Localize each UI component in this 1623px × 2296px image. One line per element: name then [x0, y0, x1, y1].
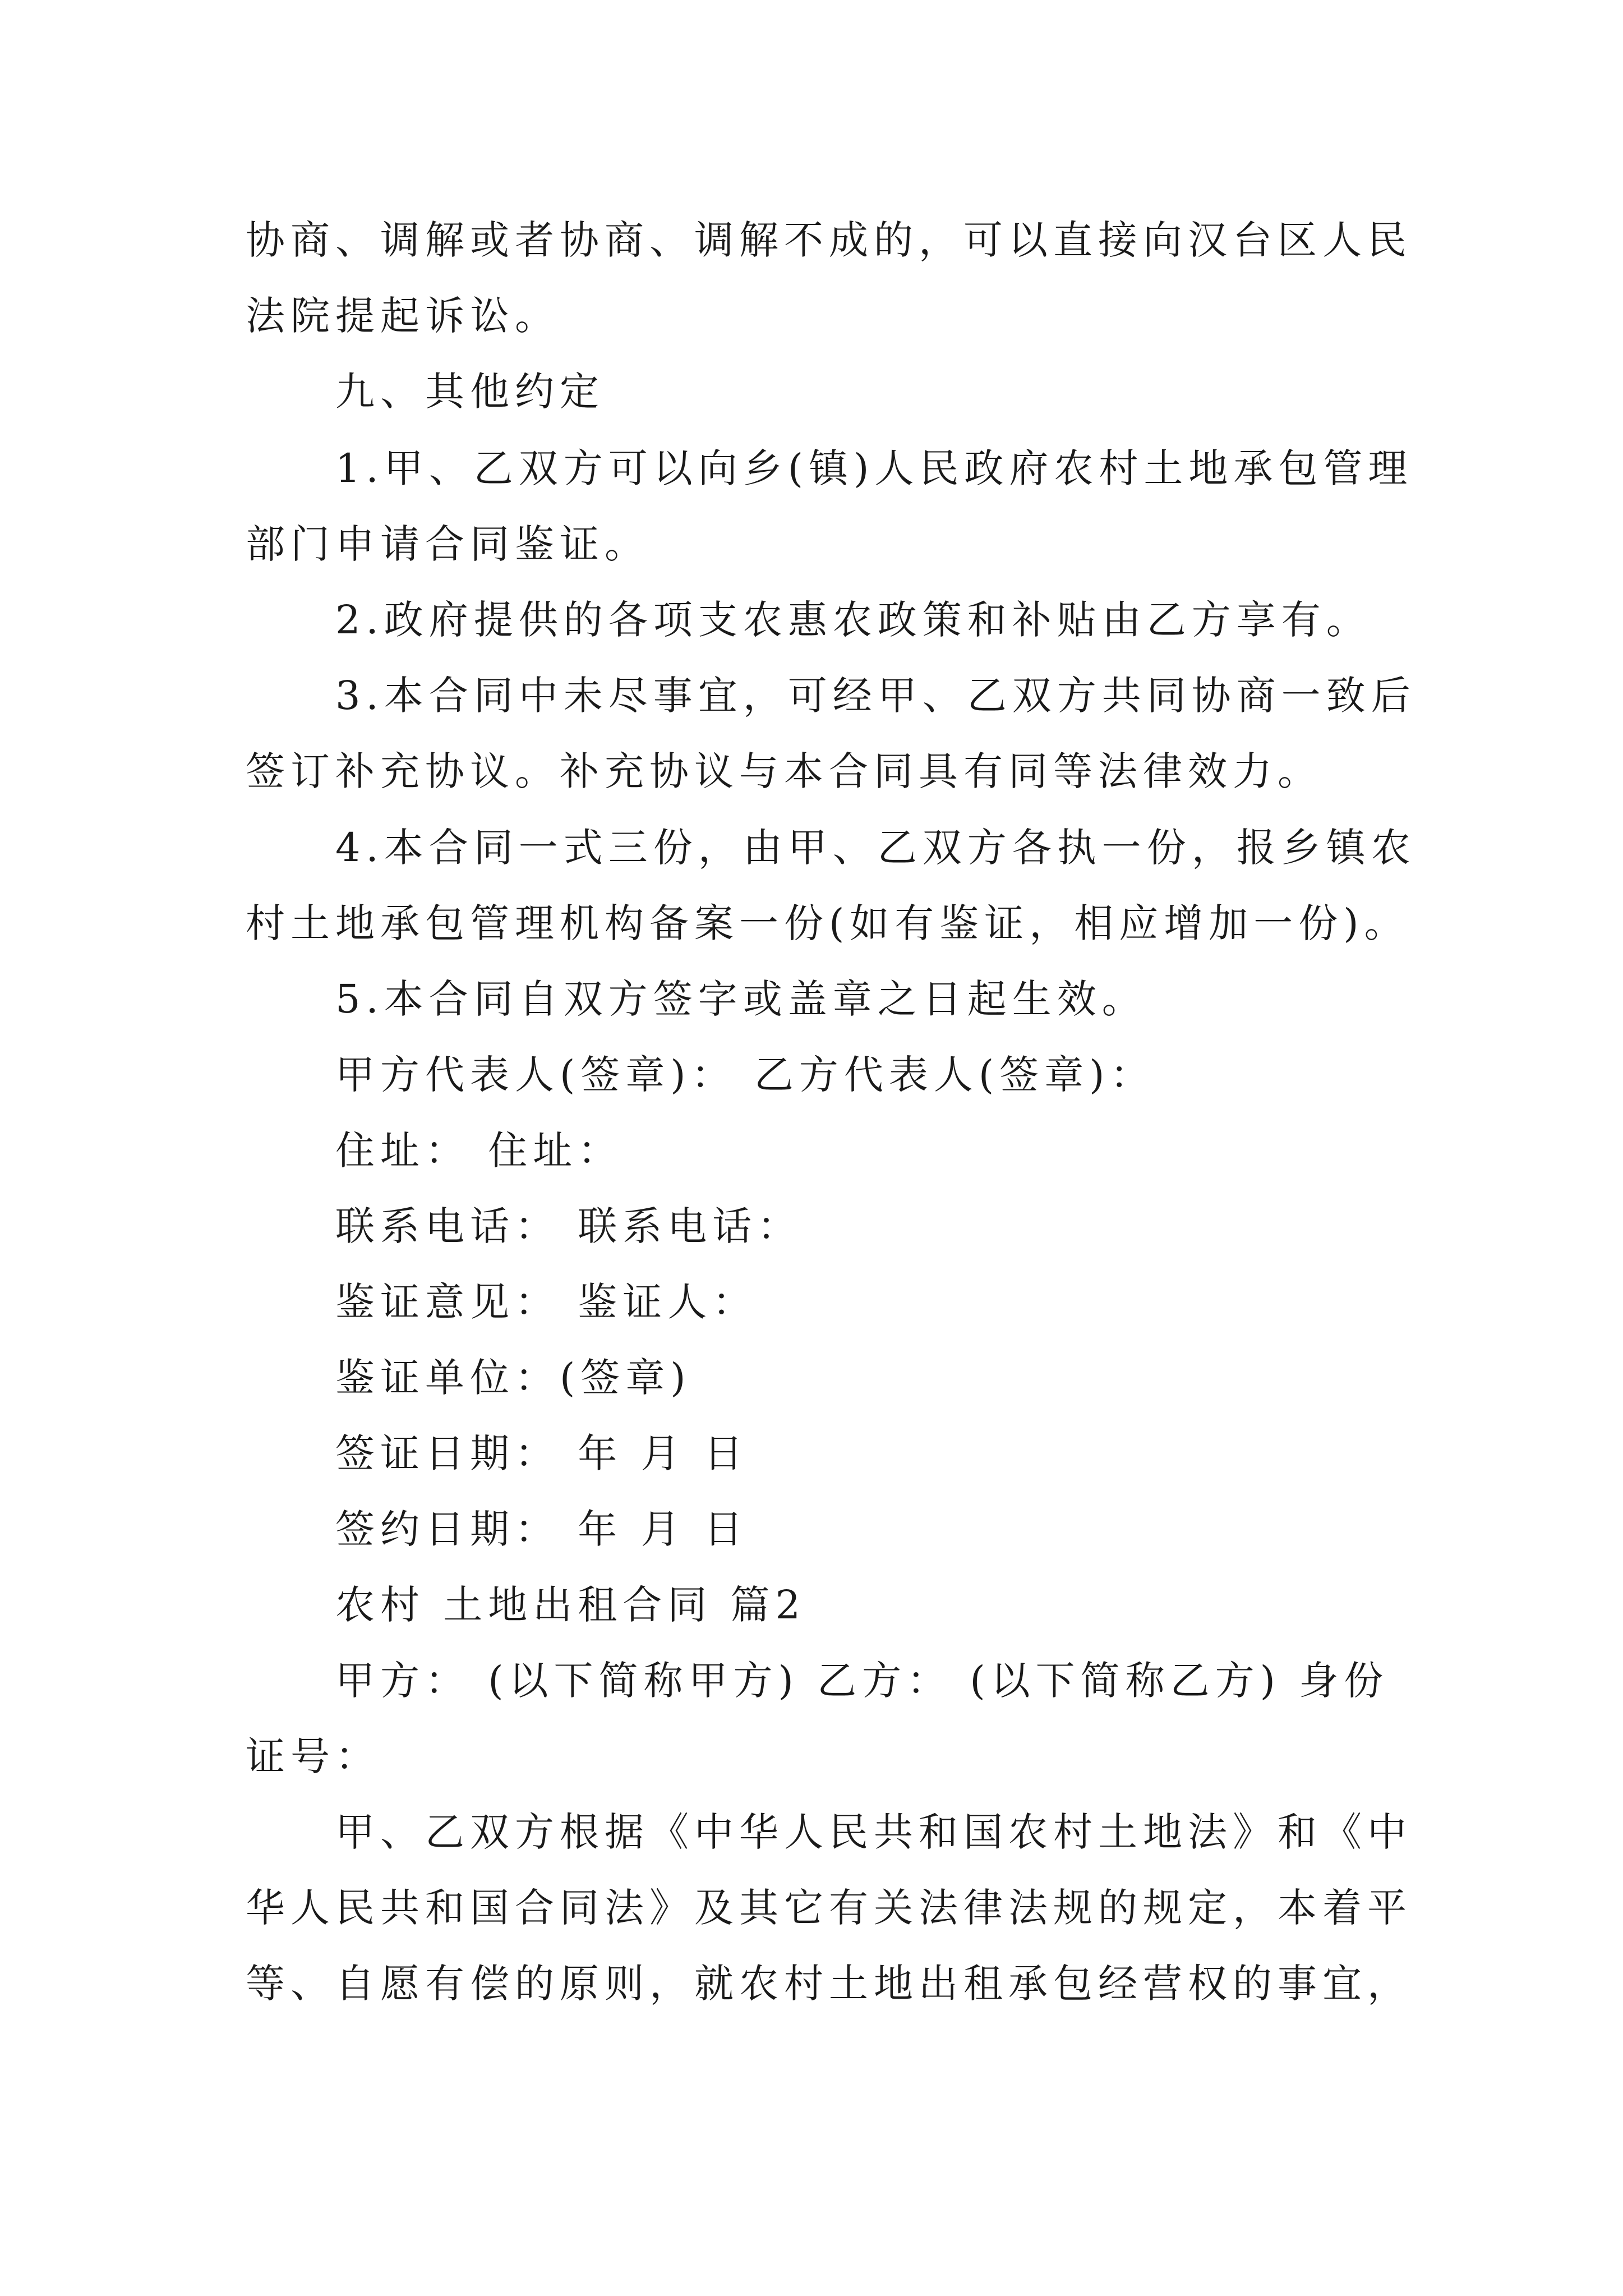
section-heading: 九、其他约定	[335, 369, 605, 415]
text-line: 4.本合同一式三份，由甲、乙双方各执一份，报乡镇农	[335, 825, 1416, 871]
text-line: 2.政府提供的各项支农惠农政策和补贴由乙方享有。	[335, 597, 1371, 643]
verification-line: 鉴证意见： 鉴证人：	[335, 1279, 758, 1325]
text-line: 证号：	[246, 1733, 380, 1779]
phone-line: 联系电话： 联系电话：	[335, 1203, 803, 1249]
address-line: 住址： 住址：	[335, 1128, 623, 1174]
signature-line: 甲方代表人(签章)： 乙方代表人(签章)：	[335, 1052, 1155, 1098]
verification-unit-line: 鉴证单位：(签章)	[335, 1355, 691, 1401]
text-line: 签订补充协议。补充协议与本合同具有同等法律效力。	[246, 748, 1322, 794]
text-line: 等、自愿有偿的原则，就农村土地出租承包经营权的事宜，	[246, 1961, 1412, 2007]
text-line: 5.本合同自双方签字或盖章之日起生效。	[335, 976, 1147, 1022]
text-line: 华人民共和国合同法》及其它有关法律法规的规定，本着平	[246, 1885, 1412, 1931]
text-line: 法院提起诉讼。	[246, 293, 560, 339]
text-line: 甲、乙双方根据《中华人民共和国农村土地法》和《中	[335, 1809, 1412, 1855]
text-line: 1.甲、乙双方可以向乡(镇)人民政府农村土地承包管理	[335, 445, 1413, 491]
text-line: 协商、调解或者协商、调解不成的，可以直接向汉台区人民	[246, 217, 1412, 263]
text-line: 3.本合同中未尽事宜，可经甲、乙双方共同协商一致后	[335, 673, 1416, 719]
text-line: 部门申请合同鉴证。	[246, 521, 649, 567]
article-title: 农村 土地出租合同 篇2	[335, 1582, 806, 1628]
text-line: 村土地承包管理机构备案一份(如有鉴证，相应增加一份)。	[246, 900, 1409, 946]
text-line: 甲方： (以下简称甲方) 乙方： (以下简称乙方) 身份	[335, 1658, 1389, 1704]
signing-date-line: 签约日期： 年 月 日	[335, 1506, 749, 1552]
verification-date-line: 签证日期： 年 月 日	[335, 1430, 749, 1476]
